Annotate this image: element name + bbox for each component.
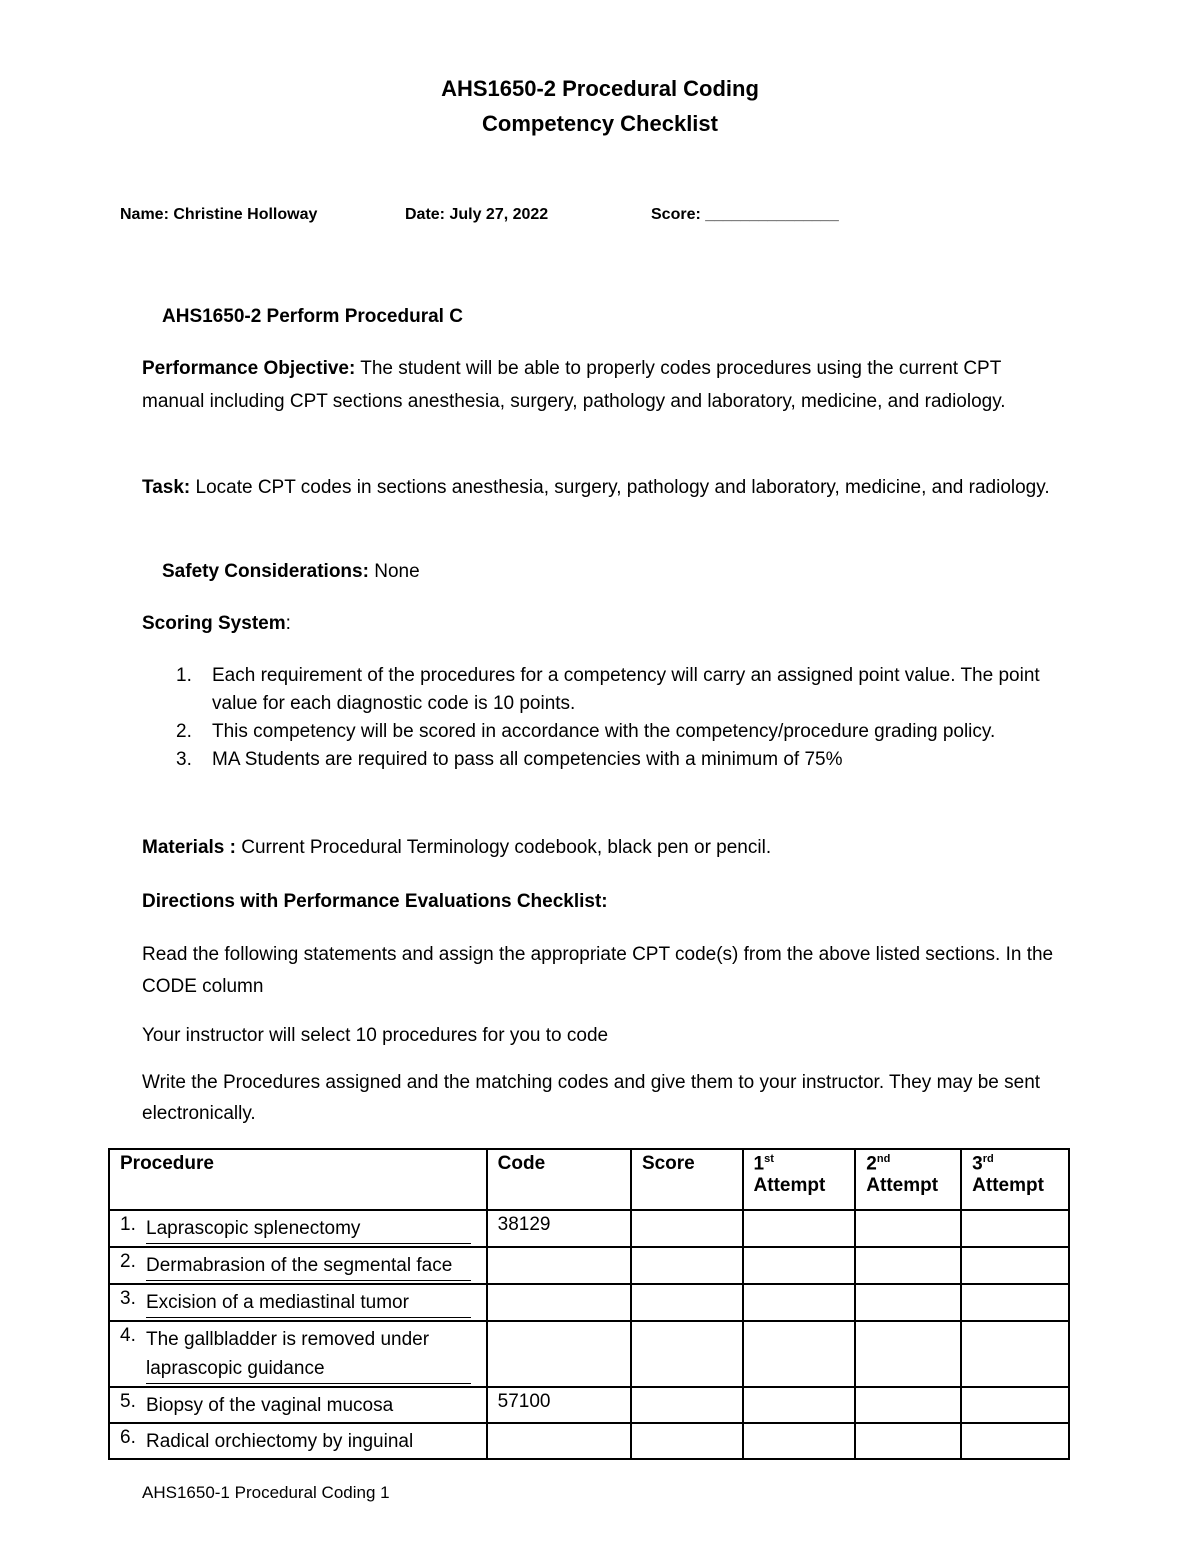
code-cell[interactable] (487, 1321, 631, 1387)
attempt-ordinal: st (764, 1153, 774, 1165)
procedure-cell (109, 1321, 487, 1387)
attempt1-cell[interactable] (743, 1284, 856, 1321)
attempt-label: Attempt (972, 1175, 1044, 1197)
attempt2-cell[interactable] (855, 1247, 961, 1284)
safety-considerations (162, 555, 1082, 588)
procedure-table (108, 1148, 1070, 1460)
code-cell[interactable] (487, 1247, 631, 1284)
page-footer: AHS1650-1 Procedural Coding 1 (142, 1483, 390, 1502)
code-cell[interactable] (487, 1284, 631, 1321)
header-procedure: Procedure (109, 1149, 487, 1210)
attempt2-cell[interactable] (855, 1423, 961, 1459)
table-row (109, 1210, 1069, 1247)
date-field: Date: July 27, 2022 (405, 206, 549, 223)
score-cell[interactable] (631, 1387, 743, 1423)
procedure-cell (109, 1423, 487, 1459)
code-cell[interactable] (487, 1423, 631, 1459)
attempt-ordinal: nd (876, 1153, 891, 1165)
attempt3-cell[interactable] (961, 1423, 1069, 1459)
attempt3-cell[interactable] (961, 1210, 1069, 1247)
row-number: 5. (120, 1391, 136, 1412)
attempt-ordinal: rd (982, 1153, 994, 1165)
procedure-cell (109, 1387, 487, 1423)
directions-paragraph-2: Your instructor will select 10 procedures for you to code (142, 1025, 609, 1046)
task-text: Locate CPT codes in sections anesthesia, surgery, pathology and laboratory, medicine, and radiology. (190, 477, 1050, 498)
row-number: 1. (120, 1214, 136, 1235)
safety-text: None (368, 561, 420, 582)
attempt1-cell[interactable] (743, 1423, 856, 1459)
code-cell[interactable]: 38129 (487, 1210, 631, 1247)
table-row (109, 1423, 1069, 1459)
materials-label: Materials : (142, 837, 236, 858)
attempt-number: 2 (866, 1153, 877, 1175)
procedure-text: Excision of a mediastinal tumor (146, 1288, 471, 1318)
list-item (142, 662, 1072, 718)
directions-paragraph-1: Read the following statements and assign the appropriate CPT code(s) from the above listed sections. In the CODE column (142, 944, 1054, 997)
directions-paragraph-3: Write the Procedures assigned and the matching codes and give them to your instructor. They may be sent electronically. (142, 1072, 1041, 1124)
procedure-text: Laprascopic splenectomy (146, 1214, 471, 1244)
procedure-cell (109, 1284, 487, 1321)
score-cell[interactable] (631, 1247, 743, 1284)
attempt3-cell[interactable] (961, 1247, 1069, 1284)
scoring-list (142, 662, 1072, 774)
header-third-attempt (961, 1149, 1069, 1210)
document-subtitle: Competency Checklist (482, 111, 718, 136)
attempt3-cell[interactable] (961, 1284, 1069, 1321)
scoring-colon: : (285, 613, 291, 634)
attempt-number: 1 (753, 1153, 765, 1175)
list-item (142, 718, 1072, 746)
score-field: Score: _______________ (651, 206, 839, 223)
objective-text: The student will be able to properly codes procedures using the current CPT manual including CPT sections anesthesia, surgery, pathology and laboratory, medicine, and radiology. (142, 358, 1006, 412)
task-label: Task: (142, 477, 191, 498)
table-row (109, 1387, 1069, 1423)
list-number: 1. (176, 665, 192, 686)
code-cell[interactable]: 57100 (487, 1387, 631, 1423)
header-second-attempt (855, 1149, 961, 1210)
attempt1-cell[interactable] (743, 1387, 856, 1423)
task (142, 471, 1062, 504)
score-cell[interactable] (631, 1284, 743, 1321)
materials (142, 831, 1062, 864)
performance-objective (142, 352, 1062, 418)
table-row (109, 1247, 1069, 1284)
section-title: AHS1650-2 Perform Procedural C (162, 306, 463, 327)
table-row (109, 1321, 1069, 1387)
procedure-cell (109, 1247, 487, 1284)
attempt1-cell[interactable] (743, 1247, 856, 1284)
attempt-number: 3 (972, 1153, 983, 1175)
list-text: This competency will be scored in accordance with the competency/procedure grading policy. (212, 721, 996, 742)
table-header-row (109, 1149, 1069, 1210)
attempt2-cell[interactable] (855, 1321, 961, 1387)
header-code: Code (487, 1149, 631, 1210)
attempt1-cell[interactable] (743, 1210, 856, 1247)
materials-text: Current Procedural Terminology codebook, black pen or pencil. (235, 837, 772, 858)
attempt1-cell[interactable] (743, 1321, 856, 1387)
header-first-attempt (743, 1149, 856, 1210)
row-number: 2. (120, 1251, 136, 1272)
row-number: 4. (120, 1325, 136, 1346)
attempt-label: Attempt (753, 1175, 826, 1197)
scoring-label: Scoring System (142, 613, 286, 634)
attempt2-cell[interactable] (855, 1210, 961, 1247)
table-row (109, 1284, 1069, 1321)
row-number: 6. (120, 1427, 136, 1448)
list-number: 3. (176, 749, 192, 770)
row-number: 3. (120, 1288, 136, 1309)
directions-heading: Directions with Performance Evaluations Checklist: (142, 891, 608, 912)
procedure-text: Radical orchiectomy by inguinal (146, 1431, 414, 1452)
procedure-text: Dermabrasion of the segmental face (146, 1251, 471, 1281)
scoring-system-heading (142, 607, 1062, 640)
score-cell[interactable] (631, 1210, 743, 1247)
list-text: MA Students are required to pass all competencies with a minimum of 75% (212, 749, 843, 770)
header-score: Score (631, 1149, 743, 1210)
attempt2-cell[interactable] (855, 1387, 961, 1423)
procedure-text: The gallbladder is removed under laprascopic guidance (146, 1325, 471, 1384)
objective-label: Performance Objective: (142, 358, 356, 379)
procedure-cell (109, 1210, 487, 1247)
safety-label: Safety Considerations: (162, 561, 369, 582)
list-number: 2. (176, 721, 192, 742)
attempt3-cell[interactable] (961, 1387, 1069, 1423)
score-cell[interactable] (631, 1321, 743, 1387)
list-item (142, 746, 1072, 774)
attempt2-cell[interactable] (855, 1284, 961, 1321)
student-name: Name: Christine Holloway (120, 206, 318, 223)
procedure-text: Biopsy of the vaginal mucosa (146, 1395, 394, 1416)
attempt-label: Attempt (866, 1175, 939, 1197)
score-cell[interactable] (631, 1423, 743, 1459)
document-title: AHS1650-2 Procedural Coding (441, 76, 759, 101)
attempt3-cell[interactable] (961, 1321, 1069, 1387)
list-text: Each requirement of the procedures for a competency will carry an assigned point value. The point value for each diagnostic code is 10 points. (212, 665, 1040, 714)
